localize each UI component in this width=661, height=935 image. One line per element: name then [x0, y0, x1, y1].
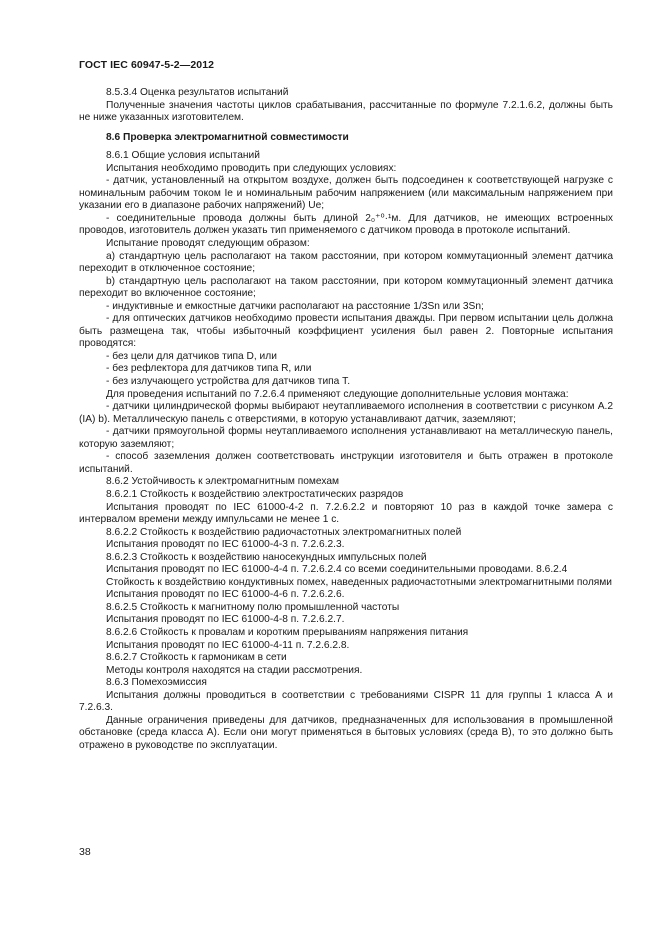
- paragraph: Данные ограничения приведены для датчиков, предназначенных для использования в промышленной обстановке (среда класса А). Если они могут применяться в бытовых условиях (среда В), то это должно быть отражено в руководстве по эксплуатации.: [79, 714, 613, 751]
- document-body: [79, 87, 613, 752]
- paragraph: Испытания проводят по IEC 61000-4-2 п. 7.2.6.2.2 и повторяют 10 раз в каждой точке замера с интервалом времени между импульсами не менее 1 с.: [79, 501, 613, 526]
- paragraph: 8.5.3.4 Оценка результатов испытаний: [106, 87, 289, 98]
- paragraph: 8.6.2.6 Стойкость к провалам и коротким прерываниям напряжения питания: [106, 626, 469, 638]
- paragraph: Испытания проводят по IEC 61000-4-6 п. 7.2.6.2.6.: [106, 589, 345, 601]
- paragraph: - датчик, установленный на открытом воздухе, должен быть подсоединен к соответствующей нагрузке с номинальным рабочим током Iе и номинальным рабочим напряжением (или максимальным напряжением при указании его в диапазоне рабочих напряжений) Uе;: [79, 175, 613, 212]
- paragraph: a) стандартную цель располагают на таком расстоянии, при котором коммутационный элемент датчика переходит в отключенное состояние;: [79, 250, 613, 275]
- paragraph: 8.6.2 Устойчивость к электромагнитным помехам: [106, 476, 340, 488]
- paragraph: 8.6.2.1 Стойкость к воздействию электростатических разрядов: [106, 488, 404, 500]
- paragraph: b) стандартную цель располагают на таком расстоянии, при котором коммутационный элемент датчика переходит во включенное состояние;: [79, 275, 613, 300]
- paragraph: Методы контроля находятся на стадии рассмотрения.: [106, 664, 363, 676]
- page-number: 38: [79, 846, 91, 858]
- paragraph: - датчики прямоугольной формы неутапливаемого исполнения устанавливают на металлическую панель, которую заземляют;: [79, 426, 613, 450]
- list-item: - без цели для датчиков типа D, или: [106, 350, 277, 362]
- paragraph: 8.6.2.3 Стойкость к воздействию наносекундных импульсных полей: [106, 551, 427, 563]
- paragraph: - способ заземления должен соответствовать инструкции изготовителя и быть отражен в протоколе испытаний.: [79, 451, 613, 475]
- paragraph: Испытание проводят следующим образом:: [106, 238, 310, 250]
- paragraph: Для проведения испытаний по 7.2.6.4 применяют следующие дополнительные условия монтажа:: [106, 388, 569, 400]
- paragraph: 8.6.1 Общие условия испытаний: [106, 150, 260, 162]
- list-item: - без излучающего устройства для датчиков типа T.: [106, 376, 351, 388]
- paragraph: Испытания проводят по IEC 61000-4-4 п. 7.2.6.2.4 со всеми соединительными проводами. 8.6.2.4: [106, 564, 568, 576]
- paragraph: - индуктивные и емкостные датчики располагают на расстояние 1/3Sn или 3Sn;: [106, 300, 484, 312]
- paragraph: Полученные значения частоты циклов срабатывания, рассчитанные по формуле 7.2.1.6.2, должны быть не ниже указанных изготовителем.: [79, 99, 613, 124]
- paragraph: Испытания должны проводиться в соответствии с требованиями CISPR 11 для группы 1 класса А и 7.2.6.3.: [79, 689, 613, 714]
- paragraph: Испытания проводят по IEC 61000-4-8 п. 7.2.6.2.7.: [106, 614, 345, 626]
- paragraph: Стойкость к воздействию кондуктивных помех, наведенных радиочастотными электромагнитными полями: [106, 576, 612, 588]
- paragraph: 8.6.3 Помехоэмиссия: [106, 677, 207, 689]
- paragraph: - датчики цилиндрической формы выбирают неутапливаемого исполнения в соответствии с рисунком А.2 (IA) b). Металлическую панель с отверстиями, в которую устанавливают датчик, заземляют;: [79, 401, 613, 425]
- paragraph: - соединительные провода должны быть длиной 2₀⁺⁰·¹м. Для датчиков, не имеющих встроенных проводов, изготовитель должен указать тип применяемого с датчиком провода в протоколе испытаний.: [79, 212, 613, 237]
- paragraph: 8.6.2.5 Стойкость к магнитному полю промышленной частоты: [106, 601, 400, 613]
- paragraph: Испытания необходимо проводить при следующих условиях:: [106, 162, 397, 174]
- list-item: - без рефлектора для датчиков типа R, или: [106, 363, 312, 375]
- document-header: ГОСТ IEC 60947-5-2—2012: [79, 59, 215, 71]
- paragraph: 8.6.2.2 Стойкость к воздействию радиочастотных электромагнитных полей: [106, 526, 462, 538]
- paragraph: 8.6.2.7 Стойкость к гармоникам в сети: [106, 652, 287, 664]
- paragraph: - для оптических датчиков необходимо провести испытания дважды. При первом испытании цель должна быть размещена так, чтобы избыточный коэффициент усиления был равен 2. Повторные испытания проводятся:: [79, 313, 613, 350]
- paragraph: Испытания проводят по IEC 61000-4-11 п. 7.2.6.2.8.: [106, 639, 350, 651]
- section-heading: 8.6 Проверка электромагнитной совместимости: [106, 131, 349, 143]
- paragraph: Испытания проводят по IEC 61000-4-3 п. 7.2.6.2.3.: [106, 539, 345, 551]
